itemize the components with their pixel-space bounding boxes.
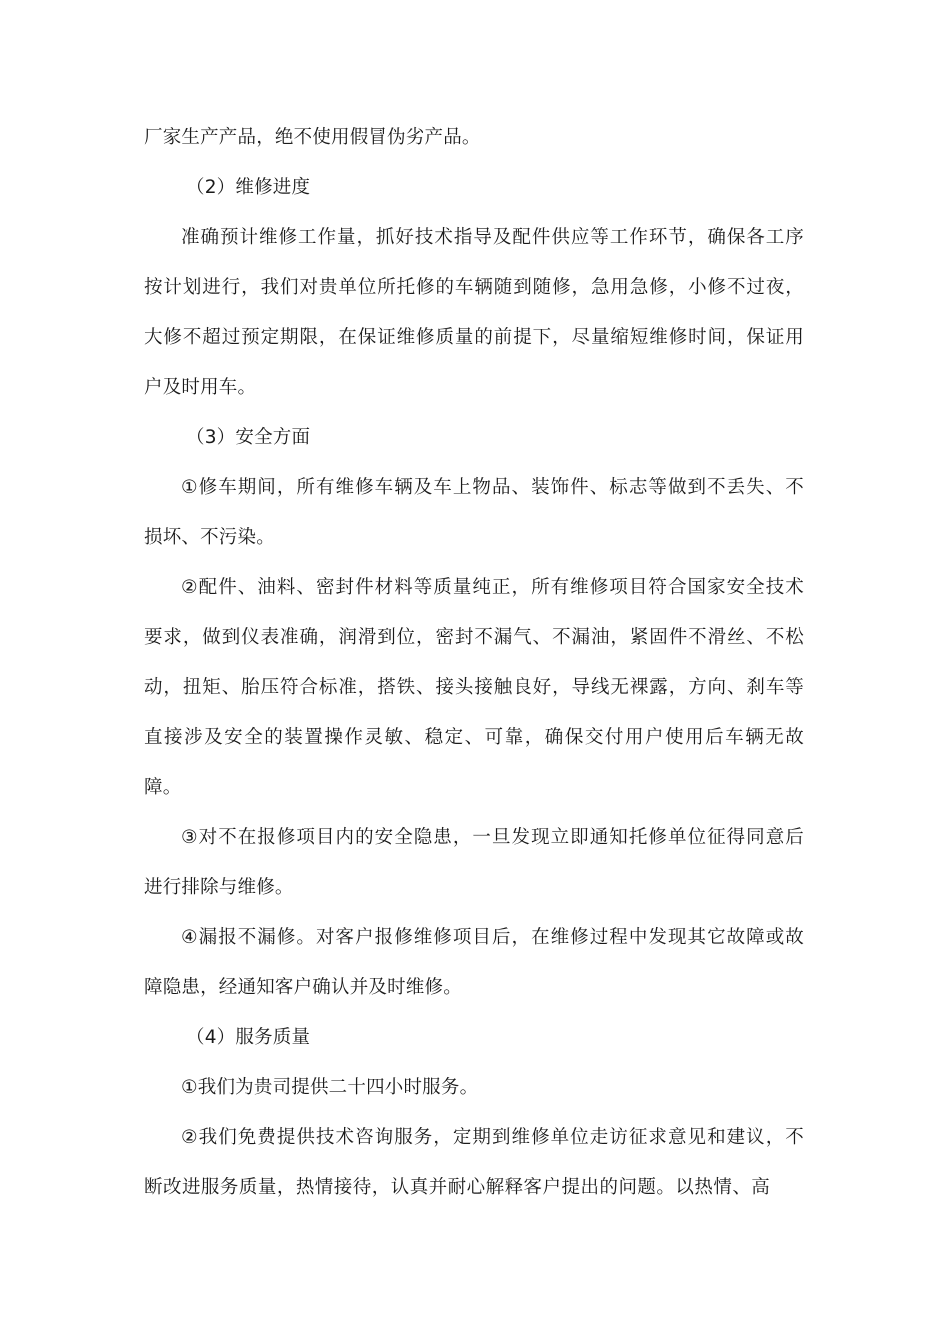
paragraph-line: 准确预计维修工作量，抓好技术指导及配件供应等工作环节，确保各工序 xyxy=(181,227,804,248)
paragraph-line: 障隐患，经通知客户确认并及时维修。 xyxy=(144,977,462,998)
paragraph-line: 要求，做到仪表准确，润滑到位，密封不漏气、不漏油，紧固件不滑丝、不松 xyxy=(144,627,804,648)
section-heading: （2）维修进度 xyxy=(186,177,311,198)
section-heading: （4）服务质量 xyxy=(186,1027,311,1048)
paragraph-line: ①我们为贵司提供二十四小时服务。 xyxy=(181,1077,479,1098)
paragraph-line: 按计划进行，我们对贵单位所托修的车辆随到随修，急用急修，小修不过夜， xyxy=(144,277,804,298)
paragraph-line: 断改进服务质量，热情接待，认真并耐心解释客户提出的问题。以热情、高 xyxy=(144,1177,770,1198)
paragraph-line: 厂家生产产品，绝不使用假冒伪劣产品。 xyxy=(144,127,481,148)
section-heading: （3）安全方面 xyxy=(186,427,311,448)
paragraph-line: 损坏、不污染。 xyxy=(144,527,275,548)
paragraph-line: 大修不超过预定期限，在保证维修质量的前提下，尽量缩短维修时间，保证用 xyxy=(144,327,804,348)
paragraph-line: 户及时用车。 xyxy=(144,377,257,398)
paragraph-line: ②我们免费提供技术咨询服务，定期到维修单位走访征求意见和建议，不 xyxy=(181,1127,804,1148)
paragraph-line: 进行排除与维修。 xyxy=(144,877,294,898)
paragraph-line: 障。 xyxy=(144,777,182,798)
paragraph-line: ②配件、油料、密封件材料等质量纯正，所有维修项目符合国家安全技术 xyxy=(181,577,804,598)
paragraph-line: ①修车期间，所有维修车辆及车上物品、装饰件、标志等做到不丢失、不 xyxy=(181,477,804,498)
paragraph-line: 直接涉及安全的装置操作灵敏、稳定、可靠，确保交付用户使用后车辆无故 xyxy=(144,727,804,748)
paragraph-line: ④漏报不漏修。对客户报修维修项目后，在维修过程中发现其它故障或故 xyxy=(181,927,804,948)
paragraph-line: 动，扭矩、胎压符合标准，搭铁、接头接触良好，导线无裸露，方向、刹车等 xyxy=(144,677,804,698)
paragraph-line: ③对不在报修项目内的安全隐患，一旦发现立即通知托修单位征得同意后 xyxy=(181,827,804,848)
